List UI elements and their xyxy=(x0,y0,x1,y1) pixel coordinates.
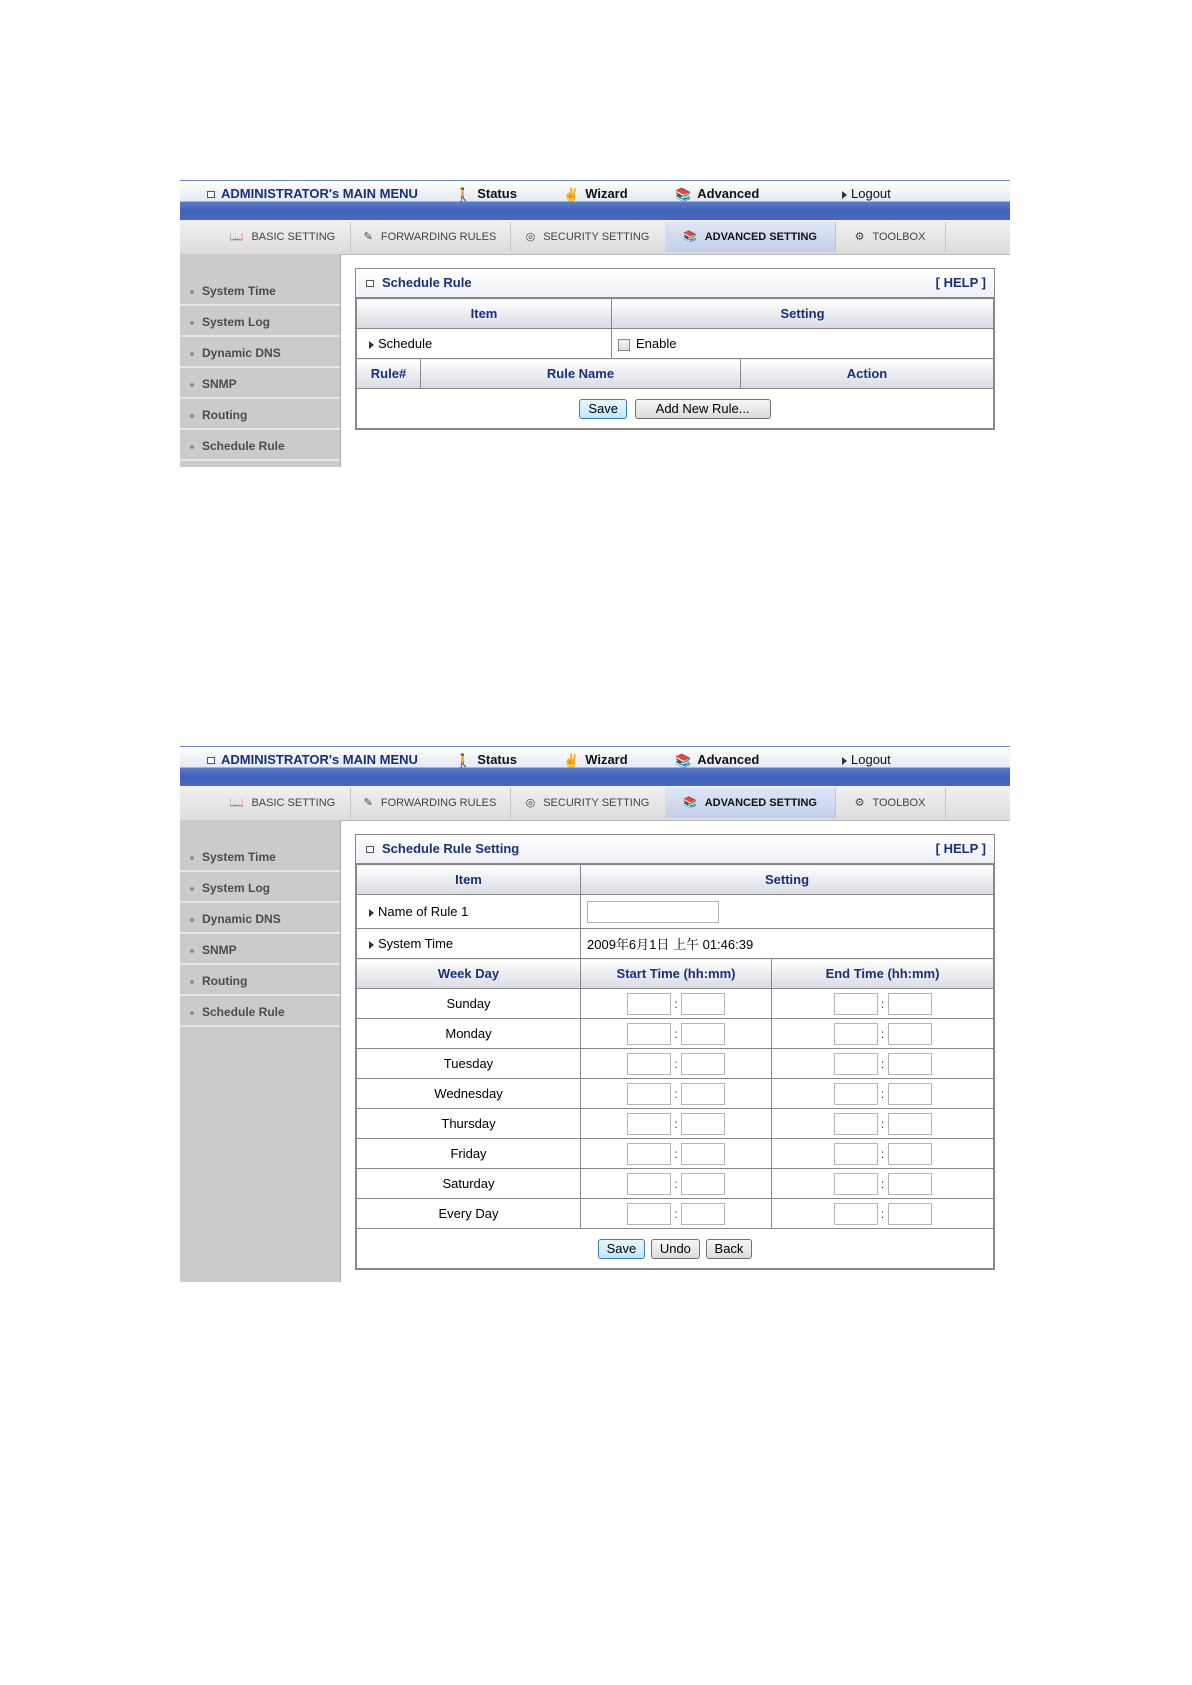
advanced-link[interactable]: 📚 Advanced xyxy=(675,752,760,768)
start-time-cell xyxy=(581,1169,772,1199)
start-minute-input[interactable] xyxy=(681,1053,725,1075)
col-setting-header: Setting xyxy=(581,865,994,895)
main-menu-title[interactable]: ADMINISTRATOR's MAIN MENU xyxy=(207,187,418,201)
end-minute-input[interactable] xyxy=(888,993,932,1015)
arrow-right-icon xyxy=(369,941,374,949)
arrow-right-icon xyxy=(369,909,374,917)
main-menu-bar xyxy=(180,180,1010,221)
tab-toolbox[interactable]: ⚙ TOOLBOX xyxy=(835,788,946,818)
rule-info-table xyxy=(356,864,994,959)
time-separator: : xyxy=(880,1056,885,1071)
end-hour-input[interactable] xyxy=(834,1203,878,1225)
start-hour-input[interactable] xyxy=(627,1113,671,1135)
rule-name-input[interactable] xyxy=(587,901,719,923)
rule-name-setting xyxy=(581,895,994,929)
weekday-label: Saturday xyxy=(357,1169,581,1199)
end-time-cell xyxy=(772,1079,994,1109)
col-item-header: Item xyxy=(357,865,581,895)
button-row xyxy=(357,389,994,429)
schedule-setting xyxy=(612,329,994,359)
bullet-icon xyxy=(190,414,194,418)
weekday-row xyxy=(357,1049,994,1079)
weekday-table xyxy=(356,958,994,1269)
start-time-cell xyxy=(581,1049,772,1079)
start-hour-input[interactable] xyxy=(627,1053,671,1075)
time-separator: : xyxy=(674,1116,678,1131)
end-minute-input[interactable] xyxy=(888,1113,932,1135)
wizard-icon: ✌ xyxy=(563,752,580,768)
start-minute-input[interactable] xyxy=(681,1023,725,1045)
weekday-header: Week Day xyxy=(357,959,581,989)
start-time-cell xyxy=(581,1109,772,1139)
time-separator: : xyxy=(674,1056,678,1071)
time-separator: : xyxy=(880,1026,885,1041)
schedule-rule-screenshot xyxy=(180,180,1010,467)
title-square-icon xyxy=(366,846,374,853)
time-separator: : xyxy=(674,1146,678,1161)
tab-forwarding-rules[interactable]: ✎ FORWARDING RULES xyxy=(350,222,511,252)
weekday-label: Tuesday xyxy=(357,1049,581,1079)
sidebar-item-routing[interactable]: Routing xyxy=(180,966,340,996)
bullet-icon xyxy=(190,980,194,984)
weekday-label: Every Day xyxy=(357,1199,581,1229)
bullet-icon xyxy=(190,887,194,891)
sidebar-item-system-time[interactable]: System Time xyxy=(180,276,340,306)
bullet-icon xyxy=(190,856,194,860)
status-link[interactable]: 🚶 Status xyxy=(455,752,517,768)
tab-basic-setting[interactable]: 📖 BASIC SETTING xyxy=(215,222,351,252)
time-separator: : xyxy=(880,1116,885,1131)
sidebar-item-schedule-rule[interactable]: Schedule Rule xyxy=(180,997,340,1027)
time-separator: : xyxy=(880,1146,885,1161)
tab-advanced-setting[interactable]: 📚 ADVANCED SETTING xyxy=(665,222,836,252)
tab-advanced-setting[interactable]: 📚 ADVANCED SETTING xyxy=(665,788,836,818)
main-menu-title[interactable]: ADMINISTRATOR's MAIN MENU xyxy=(207,753,418,767)
end-time-header: End Time (hh:mm) xyxy=(772,959,994,989)
time-separator: : xyxy=(880,1206,885,1221)
start-time-cell xyxy=(581,989,772,1019)
title-square-icon xyxy=(366,280,374,287)
main-menu-bar xyxy=(180,746,1010,787)
end-minute-input[interactable] xyxy=(888,1173,932,1195)
time-separator: : xyxy=(674,1026,678,1041)
sidebar-item-snmp[interactable]: SNMP xyxy=(180,369,340,399)
bullet-icon xyxy=(190,321,194,325)
weekday-row xyxy=(357,1079,994,1109)
advanced-link[interactable]: 📚 Advanced xyxy=(675,186,760,202)
rule-num-header: Rule# xyxy=(357,359,421,389)
enable-label: Enable xyxy=(636,336,677,351)
menu-square-icon xyxy=(207,757,215,764)
start-time-cell xyxy=(581,1199,772,1229)
time-separator: : xyxy=(674,1086,678,1101)
tab-bar xyxy=(180,786,1010,821)
save-button[interactable]: Save xyxy=(579,399,627,419)
start-hour-input[interactable] xyxy=(627,1143,671,1165)
rules-table xyxy=(356,358,994,429)
tab-bar xyxy=(180,220,1010,255)
schedule-rule-setting-screenshot xyxy=(180,746,1010,1282)
sidebar-item-snmp[interactable]: SNMP xyxy=(180,935,340,965)
book-icon: 📖 xyxy=(229,797,244,810)
start-hour-input[interactable] xyxy=(627,993,671,1015)
weekday-label: Monday xyxy=(357,1019,581,1049)
end-hour-input[interactable] xyxy=(834,1053,878,1075)
start-hour-input[interactable] xyxy=(627,1023,671,1045)
bullet-icon xyxy=(190,949,194,953)
forwarding-icon: ✎ xyxy=(363,797,373,810)
start-time-header: Start Time (hh:mm) xyxy=(581,959,772,989)
bullet-icon xyxy=(190,383,194,387)
col-item-header: Item xyxy=(357,299,612,329)
end-time-cell xyxy=(772,1199,994,1229)
advanced-setting-icon: 📚 xyxy=(683,231,697,244)
panel-title: Schedule Rule Setting [ HELP ] xyxy=(356,835,994,864)
add-new-rule-button[interactable]: Add New Rule... xyxy=(635,399,771,419)
end-hour-input[interactable] xyxy=(834,993,878,1015)
weekday-row xyxy=(357,1169,994,1199)
start-time-cell xyxy=(581,1139,772,1169)
weekday-row xyxy=(357,1109,994,1139)
status-link[interactable]: 🚶 Status xyxy=(455,186,517,202)
logout-link[interactable]: Logout xyxy=(842,753,891,767)
end-time-cell xyxy=(772,989,994,1019)
toolbox-icon: ⚙ xyxy=(854,797,865,810)
time-separator: : xyxy=(880,996,885,1011)
arrow-right-icon xyxy=(842,191,847,199)
start-minute-input[interactable] xyxy=(681,1173,725,1195)
save-button[interactable]: Save xyxy=(598,1239,646,1259)
time-separator: : xyxy=(880,1176,885,1191)
end-minute-input[interactable] xyxy=(888,1023,932,1045)
wizard-link[interactable]: ✌ Wizard xyxy=(563,186,628,202)
weekday-row xyxy=(357,1199,994,1229)
tab-forwarding-rules[interactable]: ✎ FORWARDING RULES xyxy=(350,788,511,818)
end-minute-input[interactable] xyxy=(888,1053,932,1075)
undo-button[interactable]: Undo xyxy=(651,1239,700,1259)
status-icon: 🚶 xyxy=(455,186,472,202)
end-time-cell xyxy=(772,1049,994,1079)
time-separator: : xyxy=(880,1086,885,1101)
weekday-label: Thursday xyxy=(357,1109,581,1139)
sidebar-item-routing[interactable]: Routing xyxy=(180,400,340,430)
end-time-cell xyxy=(772,1139,994,1169)
start-minute-input[interactable] xyxy=(681,1143,725,1165)
back-button[interactable]: Back xyxy=(706,1239,753,1259)
bullet-icon xyxy=(190,445,194,449)
panel-title: Schedule Rule [ HELP ] xyxy=(356,269,994,298)
advanced-setting-icon: 📚 xyxy=(683,797,697,810)
weekday-row xyxy=(357,1139,994,1169)
start-minute-input[interactable] xyxy=(681,1083,725,1105)
end-hour-input[interactable] xyxy=(834,1023,878,1045)
end-time-cell xyxy=(772,1109,994,1139)
sidebar-item-system-log[interactable]: System Log xyxy=(180,307,340,337)
sidebar xyxy=(180,820,341,1282)
col-setting-header: Setting xyxy=(612,299,994,329)
system-time-value: 2009年6月1日 上午 01:46:39 xyxy=(581,929,994,959)
tab-security-setting[interactable]: ◎ SECURITY SETTING xyxy=(510,222,666,252)
wizard-icon: ✌ xyxy=(563,186,580,202)
bullet-icon xyxy=(190,352,194,356)
bullet-icon xyxy=(190,1011,194,1015)
advanced-icon: 📚 xyxy=(675,752,692,768)
end-hour-input[interactable] xyxy=(834,1083,878,1105)
schedule-rule-setting-panel xyxy=(355,834,995,1270)
start-hour-input[interactable] xyxy=(627,1083,671,1105)
start-time-cell xyxy=(581,1079,772,1109)
help-link[interactable]: [ HELP ] xyxy=(935,275,986,290)
start-minute-input[interactable] xyxy=(681,1113,725,1135)
start-minute-input[interactable] xyxy=(681,993,725,1015)
book-icon: 📖 xyxy=(229,231,244,244)
arrow-right-icon xyxy=(842,757,847,765)
sidebar-item-dynamic-dns[interactable]: Dynamic DNS xyxy=(180,338,340,368)
toolbox-icon: ⚙ xyxy=(854,231,865,244)
weekday-label: Friday xyxy=(357,1139,581,1169)
sidebar-item-dynamic-dns[interactable]: Dynamic DNS xyxy=(180,904,340,934)
end-hour-input[interactable] xyxy=(834,1113,878,1135)
weekday-label: Wednesday xyxy=(357,1079,581,1109)
button-row xyxy=(357,1229,994,1269)
end-minute-input[interactable] xyxy=(888,1203,932,1225)
schedule-label: Schedule xyxy=(357,329,612,359)
sidebar-item-system-log[interactable]: System Log xyxy=(180,873,340,903)
time-separator: : xyxy=(674,1206,678,1221)
start-hour-input[interactable] xyxy=(627,1203,671,1225)
sidebar xyxy=(180,254,341,467)
weekday-row xyxy=(357,989,994,1019)
logout-link[interactable]: Logout xyxy=(842,187,891,201)
time-separator: : xyxy=(674,1176,678,1191)
weekday-label: Sunday xyxy=(357,989,581,1019)
help-link[interactable]: [ HELP ] xyxy=(935,841,986,856)
start-time-cell xyxy=(581,1019,772,1049)
forwarding-icon: ✎ xyxy=(363,231,373,244)
menu-square-icon xyxy=(207,191,215,198)
tab-toolbox[interactable]: ⚙ TOOLBOX xyxy=(835,222,946,252)
rule-name-header: Rule Name xyxy=(421,359,741,389)
end-minute-input[interactable] xyxy=(888,1143,932,1165)
end-time-cell xyxy=(772,1019,994,1049)
start-minute-input[interactable] xyxy=(681,1203,725,1225)
sidebar-item-system-time[interactable]: System Time xyxy=(180,842,340,872)
tab-basic-setting[interactable]: 📖 BASIC SETTING xyxy=(215,788,351,818)
time-separator: : xyxy=(674,996,678,1011)
sidebar-item-schedule-rule[interactable]: Schedule Rule xyxy=(180,431,340,461)
action-header: Action xyxy=(741,359,994,389)
enable-checkbox[interactable] xyxy=(618,339,630,351)
end-time-cell xyxy=(772,1169,994,1199)
system-time-label: System Time xyxy=(357,929,581,959)
end-minute-input[interactable] xyxy=(888,1083,932,1105)
end-hour-input[interactable] xyxy=(834,1143,878,1165)
weekday-row xyxy=(357,1019,994,1049)
end-hour-input[interactable] xyxy=(834,1173,878,1195)
advanced-icon: 📚 xyxy=(675,186,692,202)
bullet-icon xyxy=(190,290,194,294)
security-icon: ◎ xyxy=(525,231,536,244)
arrow-right-icon xyxy=(369,341,374,349)
schedule-rule-panel xyxy=(355,268,995,430)
tab-security-setting[interactable]: ◎ SECURITY SETTING xyxy=(510,788,666,818)
start-hour-input[interactable] xyxy=(627,1173,671,1195)
bullet-icon xyxy=(190,918,194,922)
wizard-link[interactable]: ✌ Wizard xyxy=(563,752,628,768)
status-icon: 🚶 xyxy=(455,752,472,768)
rule-name-label: Name of Rule 1 xyxy=(357,895,581,929)
schedule-table xyxy=(356,298,994,359)
security-icon: ◎ xyxy=(525,797,536,810)
